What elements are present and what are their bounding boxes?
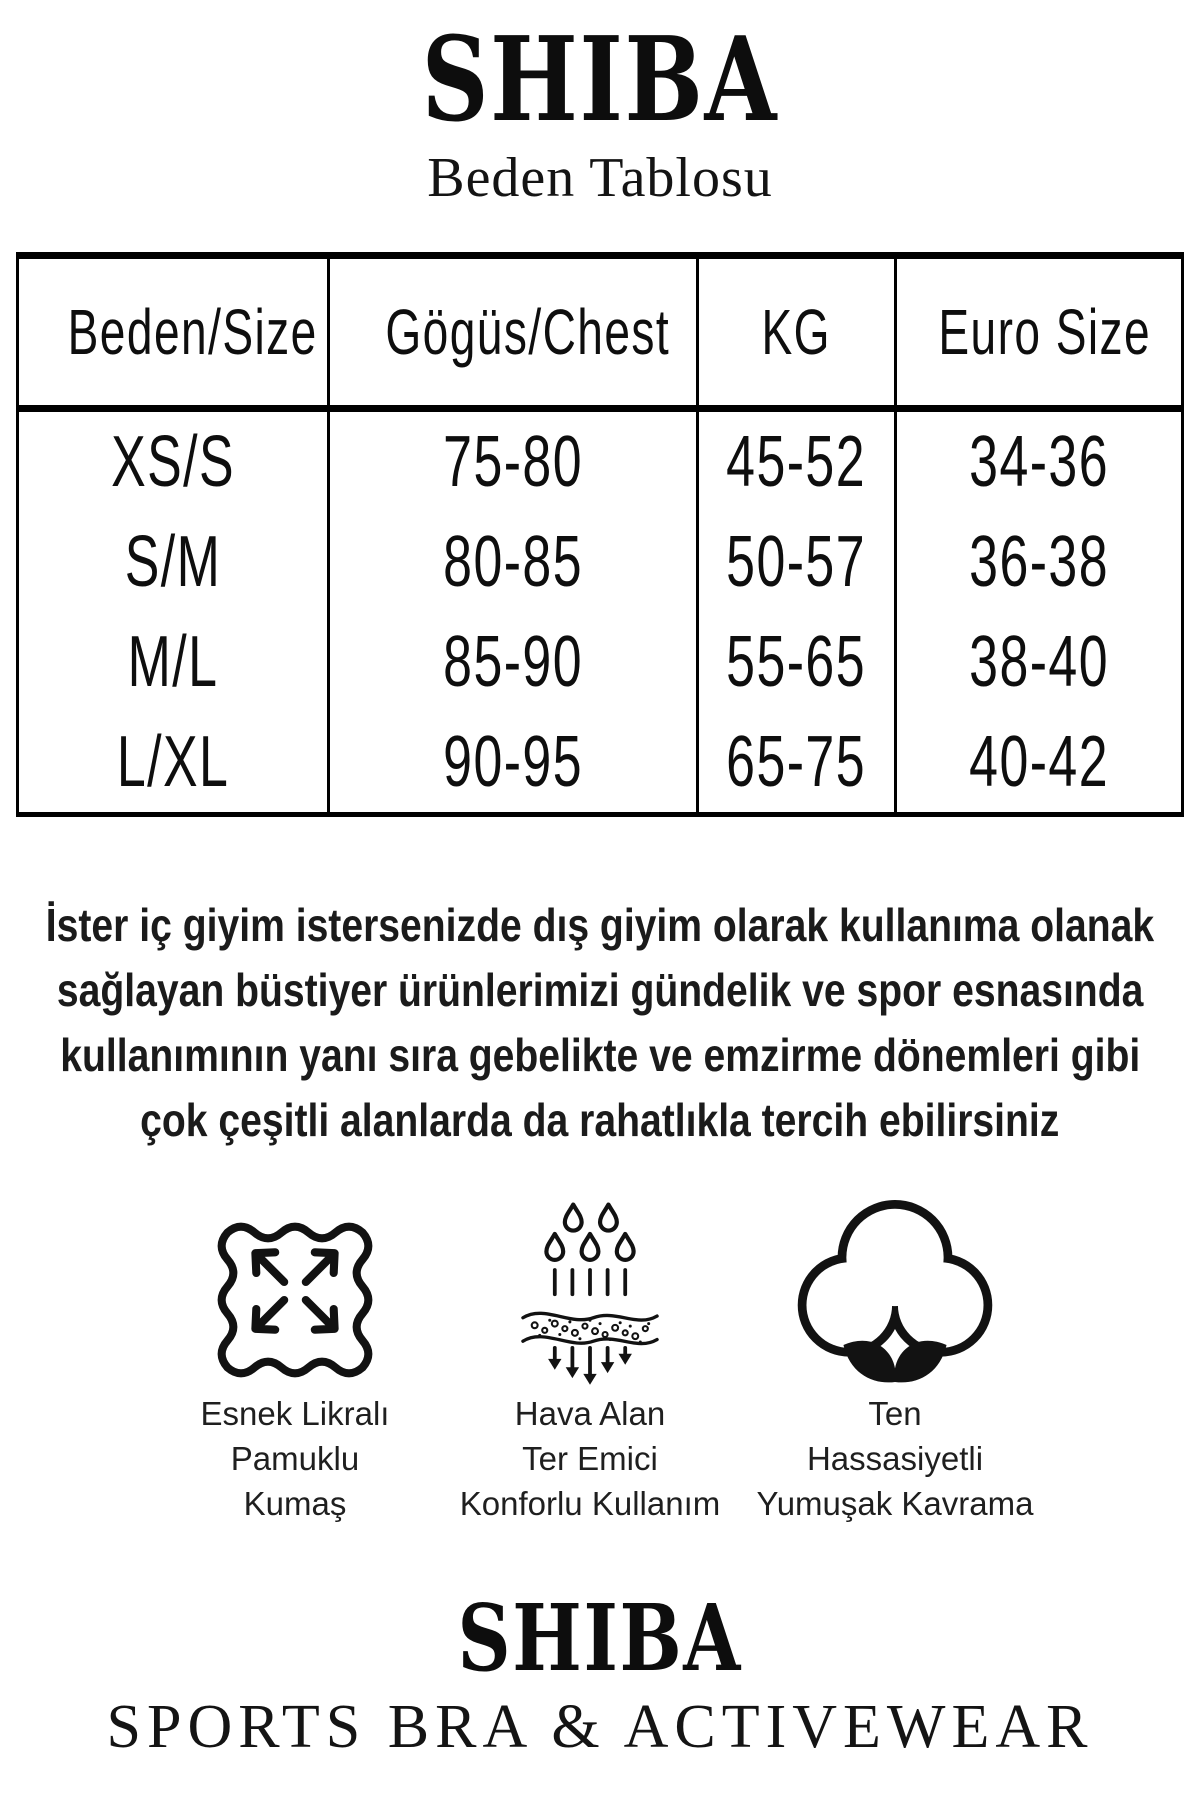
brand-title <box>377 12 823 148</box>
chest-cell: 80-85 <box>329 512 698 612</box>
chest-cell: 75-80 <box>329 408 698 512</box>
column-header-chest: Gögüs/Chest <box>329 255 698 408</box>
footer-brand-text: SHIBA <box>457 1583 743 1692</box>
page-subtitle: Beden Tablosu <box>427 147 773 209</box>
table-row <box>18 408 1183 512</box>
feature-breathable <box>445 1191 735 1526</box>
stretch-fabric-icon <box>205 1191 385 1391</box>
table-header-row <box>18 255 1183 408</box>
feature-label: Yumuşak Kavrama <box>756 1484 1034 1522</box>
size-table <box>16 252 1184 817</box>
euro-cell: 34-36 <box>896 408 1183 512</box>
brand-title-text: SHIBA <box>421 12 779 148</box>
cotton-soft-icon <box>788 1191 1002 1391</box>
footer-tagline: SPORTS BRA & ACTIVEWEAR <box>106 1692 1094 1761</box>
feature-label: Konforlu Kullanım <box>459 1484 721 1522</box>
description-line: kullanımının yanı sıra gebelikte ve emzirme dönemleri gibi <box>60 1028 1140 1081</box>
kg-cell: 55-65 <box>698 612 896 712</box>
feature-stretch-fabric <box>145 1191 445 1526</box>
description-line: sağlayan büstiyer ürünlerimizi gündelik ve spor esnasında <box>56 963 1144 1016</box>
euro-cell: 36-38 <box>896 512 1183 612</box>
air-permeable-icon <box>506 1191 674 1391</box>
description-line: çok çeşitli alanlarda da rahatlıkla tercih ebilirsiniz <box>140 1093 1060 1146</box>
euro-cell: 40-42 <box>896 712 1183 815</box>
feature-label: Esnek Likralı <box>200 1394 390 1432</box>
euro-cell: 38-40 <box>896 612 1183 712</box>
size-cell: XS/S <box>18 408 329 512</box>
column-header-euro: Euro Size <box>896 255 1183 408</box>
feature-label: Ten <box>868 1394 922 1432</box>
description-line: İster iç giyim istersenizde dış giyim olarak kullanıma olanak <box>45 898 1155 951</box>
chest-cell: 85-90 <box>329 612 698 712</box>
column-header-size: Beden/Size <box>18 255 329 408</box>
feature-list <box>145 1191 1055 1526</box>
size-cell: L/XL <box>18 712 329 815</box>
kg-cell: 65-75 <box>698 712 896 815</box>
table-row <box>18 512 1183 612</box>
table-row <box>18 612 1183 712</box>
feature-label: Hava Alan <box>514 1394 666 1432</box>
feature-label: Ter Emici <box>522 1439 658 1477</box>
feature-label: Kumaş <box>243 1484 347 1522</box>
feature-cotton <box>735 1191 1055 1526</box>
size-cell: S/M <box>18 512 329 612</box>
product-description <box>0 893 1200 1153</box>
kg-cell: 50-57 <box>698 512 896 612</box>
column-header-kg: KG <box>698 255 896 408</box>
feature-label: Pamuklu <box>230 1439 360 1477</box>
footer-brand-title <box>422 1583 778 1692</box>
table-row <box>18 712 1183 815</box>
feature-label: Hassasiyetli <box>806 1439 984 1477</box>
size-cell: M/L <box>18 612 329 712</box>
chest-cell: 90-95 <box>329 712 698 815</box>
kg-cell: 45-52 <box>698 408 896 512</box>
